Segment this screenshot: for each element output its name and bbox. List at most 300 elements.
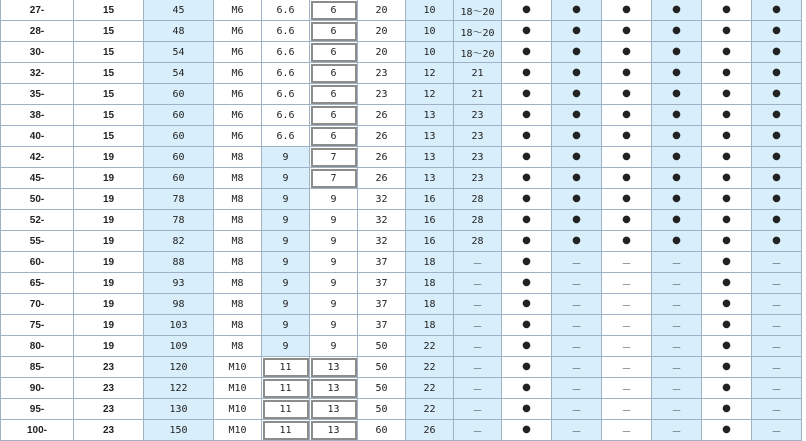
availability-mark: － xyxy=(652,336,702,357)
availability-mark: ● xyxy=(602,168,652,189)
availability-mark: － xyxy=(552,294,602,315)
dimension-cell: 23 xyxy=(358,63,406,84)
availability-mark: ● xyxy=(602,42,652,63)
table-row xyxy=(1,84,802,105)
dimension-cell: 60 xyxy=(144,168,214,189)
availability-mark: ● xyxy=(652,105,702,126)
dimension-cell: 60 xyxy=(144,126,214,147)
availability-mark: － xyxy=(652,378,702,399)
size-cell: 15 xyxy=(74,105,144,126)
availability-mark: ● xyxy=(702,63,752,84)
dimension-cell: 7 xyxy=(310,168,358,189)
dimension-cell: 9 xyxy=(262,210,310,231)
dimension-cell: 37 xyxy=(358,252,406,273)
availability-mark: ● xyxy=(702,147,752,168)
dimension-cell: 13 xyxy=(406,126,454,147)
dimension-cell: 18～20 xyxy=(454,0,502,21)
dimension-cell: 9 xyxy=(310,336,358,357)
availability-mark: ● xyxy=(602,147,652,168)
availability-mark: － xyxy=(552,378,602,399)
dimension-cell: M8 xyxy=(214,189,262,210)
size-cell: 19 xyxy=(74,294,144,315)
dimension-cell: 122 xyxy=(144,378,214,399)
availability-mark: ● xyxy=(652,147,702,168)
dimension-cell: 20 xyxy=(358,0,406,21)
dimension-cell: M8 xyxy=(214,336,262,357)
dimension-cell: M8 xyxy=(214,210,262,231)
dimension-cell: 22 xyxy=(406,336,454,357)
dimension-cell: M8 xyxy=(214,252,262,273)
availability-mark: － xyxy=(652,420,702,441)
size-cell: 19 xyxy=(74,231,144,252)
dimension-cell: 37 xyxy=(358,273,406,294)
availability-mark: ● xyxy=(502,63,552,84)
dimension-cell: 37 xyxy=(358,294,406,315)
availability-mark: ● xyxy=(502,126,552,147)
dimension-cell: 50 xyxy=(358,336,406,357)
availability-mark: ● xyxy=(652,21,702,42)
availability-mark: ● xyxy=(752,84,802,105)
dimension-cell: 13 xyxy=(310,420,358,441)
availability-mark: ● xyxy=(652,0,702,21)
table-row xyxy=(1,210,802,231)
availability-mark: － xyxy=(652,357,702,378)
model-number-cell: 90- xyxy=(1,378,74,399)
dimension-cell: 103 xyxy=(144,315,214,336)
dimension-cell: 60 xyxy=(144,84,214,105)
model-number-cell: 55- xyxy=(1,231,74,252)
dimension-cell: M6 xyxy=(214,105,262,126)
model-number-cell: 85- xyxy=(1,357,74,378)
size-cell: 15 xyxy=(74,63,144,84)
dimension-cell: 60 xyxy=(144,105,214,126)
model-number-cell: 100- xyxy=(1,420,74,441)
table-row xyxy=(1,273,802,294)
table-row xyxy=(1,420,802,441)
availability-mark: ● xyxy=(502,105,552,126)
dimension-cell: 28 xyxy=(454,231,502,252)
model-number-cell: 32- xyxy=(1,63,74,84)
dimension-cell: 22 xyxy=(406,399,454,420)
dimension-cell: 82 xyxy=(144,231,214,252)
availability-mark: ● xyxy=(752,126,802,147)
dimension-cell: 9 xyxy=(310,252,358,273)
dimension-cell: M8 xyxy=(214,168,262,189)
dimension-cell: 26 xyxy=(358,105,406,126)
dimension-cell: M10 xyxy=(214,357,262,378)
dimension-cell: 9 xyxy=(262,252,310,273)
dimension-cell: － xyxy=(454,357,502,378)
dimension-cell: 9 xyxy=(262,189,310,210)
availability-mark: ● xyxy=(652,168,702,189)
dimension-cell: 26 xyxy=(358,147,406,168)
availability-mark: － xyxy=(602,252,652,273)
dimension-cell: 48 xyxy=(144,21,214,42)
availability-mark: ● xyxy=(752,231,802,252)
table-row xyxy=(1,315,802,336)
dimension-cell: 18～20 xyxy=(454,21,502,42)
availability-mark: ● xyxy=(602,189,652,210)
dimension-cell: 13 xyxy=(406,105,454,126)
dimension-cell: 45 xyxy=(144,0,214,21)
table-row xyxy=(1,42,802,63)
availability-mark: ● xyxy=(752,63,802,84)
availability-mark: ● xyxy=(652,189,702,210)
availability-mark: ● xyxy=(552,84,602,105)
dimension-cell: M10 xyxy=(214,420,262,441)
availability-mark: ● xyxy=(652,42,702,63)
size-cell: 15 xyxy=(74,126,144,147)
dimension-cell: 9 xyxy=(310,189,358,210)
table-row xyxy=(1,378,802,399)
availability-mark: ● xyxy=(602,63,652,84)
table-row xyxy=(1,189,802,210)
dimension-cell: 50 xyxy=(358,378,406,399)
availability-mark: － xyxy=(552,273,602,294)
availability-mark: ● xyxy=(502,336,552,357)
dimension-cell: 9 xyxy=(262,315,310,336)
table-row xyxy=(1,126,802,147)
dimension-cell: 9 xyxy=(262,231,310,252)
model-number-cell: 38- xyxy=(1,105,74,126)
availability-mark: ● xyxy=(502,378,552,399)
availability-mark: ● xyxy=(502,168,552,189)
availability-mark: － xyxy=(752,378,802,399)
availability-mark: ● xyxy=(552,231,602,252)
availability-mark: ● xyxy=(552,105,602,126)
dimension-cell: 13 xyxy=(406,147,454,168)
dimension-cell: 9 xyxy=(310,294,358,315)
dimension-cell: 18 xyxy=(406,294,454,315)
model-number-cell: 52- xyxy=(1,210,74,231)
size-cell: 19 xyxy=(74,147,144,168)
dimension-cell: 120 xyxy=(144,357,214,378)
dimension-cell: 16 xyxy=(406,210,454,231)
availability-mark: ● xyxy=(702,378,752,399)
availability-mark: ● xyxy=(752,0,802,21)
dimension-cell: 20 xyxy=(358,21,406,42)
size-cell: 19 xyxy=(74,252,144,273)
availability-mark: － xyxy=(602,399,652,420)
availability-mark: － xyxy=(552,420,602,441)
dimension-cell: M8 xyxy=(214,294,262,315)
dimension-cell: 37 xyxy=(358,315,406,336)
dimension-cell: 78 xyxy=(144,210,214,231)
availability-mark: ● xyxy=(502,357,552,378)
dimension-cell: 6.6 xyxy=(262,42,310,63)
dimension-cell: 18～20 xyxy=(454,42,502,63)
dimension-cell: 9 xyxy=(262,336,310,357)
availability-mark: ● xyxy=(502,420,552,441)
table-row xyxy=(1,0,802,21)
table-row xyxy=(1,399,802,420)
dimension-cell: 23 xyxy=(358,84,406,105)
dimension-cell: 9 xyxy=(262,294,310,315)
dimension-cell: 22 xyxy=(406,378,454,399)
availability-mark: － xyxy=(652,315,702,336)
dimension-cell: 98 xyxy=(144,294,214,315)
availability-mark: ● xyxy=(752,21,802,42)
dimension-cell: 26 xyxy=(358,126,406,147)
model-number-cell: 42- xyxy=(1,147,74,168)
dimension-cell: M6 xyxy=(214,0,262,21)
availability-mark: ● xyxy=(702,273,752,294)
dimension-cell: 10 xyxy=(406,21,454,42)
dimension-cell: M6 xyxy=(214,42,262,63)
availability-mark: ● xyxy=(752,189,802,210)
dimension-cell: 28 xyxy=(454,210,502,231)
dimension-cell: 13 xyxy=(406,168,454,189)
dimension-cell: 28 xyxy=(454,189,502,210)
availability-mark: ● xyxy=(552,147,602,168)
dimension-cell: M10 xyxy=(214,378,262,399)
availability-mark: － xyxy=(602,420,652,441)
dimension-cell: 26 xyxy=(406,420,454,441)
dimension-cell: 12 xyxy=(406,84,454,105)
availability-mark: ● xyxy=(502,42,552,63)
availability-mark: － xyxy=(552,336,602,357)
availability-mark: ● xyxy=(752,210,802,231)
availability-mark: ● xyxy=(652,126,702,147)
size-cell: 23 xyxy=(74,420,144,441)
availability-mark: ● xyxy=(702,210,752,231)
availability-mark: － xyxy=(602,315,652,336)
dimension-cell: 32 xyxy=(358,210,406,231)
model-number-cell: 75- xyxy=(1,315,74,336)
availability-mark: － xyxy=(652,273,702,294)
availability-mark: ● xyxy=(502,315,552,336)
availability-mark: ● xyxy=(502,252,552,273)
availability-mark: － xyxy=(552,252,602,273)
availability-mark: ● xyxy=(702,168,752,189)
dimension-cell: 13 xyxy=(310,399,358,420)
availability-mark: － xyxy=(552,399,602,420)
dimension-cell: 6 xyxy=(310,42,358,63)
availability-mark: － xyxy=(602,273,652,294)
table-row xyxy=(1,252,802,273)
dimension-cell: 6 xyxy=(310,105,358,126)
availability-mark: ● xyxy=(752,42,802,63)
dimension-cell: 60 xyxy=(144,147,214,168)
availability-mark: ● xyxy=(602,105,652,126)
availability-mark: ● xyxy=(502,210,552,231)
availability-mark: － xyxy=(602,378,652,399)
dimension-cell: 109 xyxy=(144,336,214,357)
availability-mark: ● xyxy=(602,0,652,21)
availability-mark: ● xyxy=(602,126,652,147)
dimension-cell: 93 xyxy=(144,273,214,294)
availability-mark: ● xyxy=(602,84,652,105)
model-number-cell: 30- xyxy=(1,42,74,63)
availability-mark: ● xyxy=(552,42,602,63)
availability-mark: ● xyxy=(702,231,752,252)
dimension-cell: 6.6 xyxy=(262,21,310,42)
dimension-cell: 26 xyxy=(358,168,406,189)
availability-mark: ● xyxy=(702,0,752,21)
table-row xyxy=(1,105,802,126)
availability-mark: － xyxy=(652,252,702,273)
model-number-cell: 60- xyxy=(1,252,74,273)
size-cell: 15 xyxy=(74,84,144,105)
availability-mark: ● xyxy=(702,357,752,378)
size-cell: 15 xyxy=(74,42,144,63)
dimension-cell: 54 xyxy=(144,63,214,84)
dimension-cell: － xyxy=(454,420,502,441)
availability-mark: － xyxy=(752,294,802,315)
table-row xyxy=(1,168,802,189)
model-number-cell: 95- xyxy=(1,399,74,420)
availability-mark: ● xyxy=(652,210,702,231)
table-row xyxy=(1,231,802,252)
dimension-cell: 6 xyxy=(310,63,358,84)
dimension-cell: 23 xyxy=(454,168,502,189)
table-row xyxy=(1,21,802,42)
dimension-cell: 11 xyxy=(262,378,310,399)
availability-mark: － xyxy=(752,315,802,336)
dimension-cell: 20 xyxy=(358,42,406,63)
availability-mark: － xyxy=(752,357,802,378)
dimension-cell: M6 xyxy=(214,84,262,105)
dimension-cell: － xyxy=(454,399,502,420)
dimension-cell: 9 xyxy=(310,315,358,336)
table-row xyxy=(1,336,802,357)
availability-mark: ● xyxy=(702,84,752,105)
availability-mark: ● xyxy=(602,21,652,42)
dimension-cell: 32 xyxy=(358,189,406,210)
dimension-cell: 50 xyxy=(358,399,406,420)
dimension-cell: M10 xyxy=(214,399,262,420)
availability-mark: ● xyxy=(552,168,602,189)
dimension-cell: － xyxy=(454,252,502,273)
availability-mark: ● xyxy=(702,399,752,420)
dimension-cell: 22 xyxy=(406,357,454,378)
dimension-cell: 6 xyxy=(310,126,358,147)
dimension-cell: M8 xyxy=(214,315,262,336)
dimension-cell: 54 xyxy=(144,42,214,63)
size-cell: 23 xyxy=(74,378,144,399)
model-number-cell: 50- xyxy=(1,189,74,210)
availability-mark: ● xyxy=(502,0,552,21)
availability-mark: － xyxy=(602,294,652,315)
dimension-cell: 10 xyxy=(406,0,454,21)
dimension-cell: 13 xyxy=(310,357,358,378)
dimension-cell: 6 xyxy=(310,0,358,21)
dimension-cell: 6.6 xyxy=(262,63,310,84)
size-cell: 19 xyxy=(74,315,144,336)
availability-mark: － xyxy=(752,420,802,441)
availability-mark: ● xyxy=(502,147,552,168)
dimension-cell: M8 xyxy=(214,231,262,252)
dimension-cell: 50 xyxy=(358,357,406,378)
dimension-cell: M6 xyxy=(214,63,262,84)
availability-mark: ● xyxy=(702,126,752,147)
availability-mark: ● xyxy=(552,21,602,42)
dimension-cell: 9 xyxy=(310,231,358,252)
dimension-cell: 6 xyxy=(310,84,358,105)
dimension-cell: 13 xyxy=(310,378,358,399)
model-number-cell: 40- xyxy=(1,126,74,147)
dimension-cell: 18 xyxy=(406,315,454,336)
availability-mark: － xyxy=(652,399,702,420)
availability-mark: ● xyxy=(652,84,702,105)
dimension-cell: 23 xyxy=(454,147,502,168)
dimension-cell: 21 xyxy=(454,63,502,84)
dimension-cell: 18 xyxy=(406,273,454,294)
availability-mark: ● xyxy=(552,210,602,231)
availability-mark: ● xyxy=(502,273,552,294)
availability-mark: ● xyxy=(702,252,752,273)
model-number-cell: 70- xyxy=(1,294,74,315)
availability-mark: ● xyxy=(702,42,752,63)
dimension-cell: － xyxy=(454,294,502,315)
availability-mark: ● xyxy=(752,147,802,168)
availability-mark: ● xyxy=(552,0,602,21)
availability-mark: － xyxy=(752,252,802,273)
availability-mark: ● xyxy=(702,294,752,315)
availability-mark: ● xyxy=(502,189,552,210)
dimension-cell: 23 xyxy=(454,126,502,147)
dimension-cell: 6.6 xyxy=(262,0,310,21)
dimension-cell: 11 xyxy=(262,420,310,441)
dimension-cell: 11 xyxy=(262,357,310,378)
dimension-cell: 32 xyxy=(358,231,406,252)
dimension-cell: － xyxy=(454,378,502,399)
dimension-cell: M8 xyxy=(214,273,262,294)
availability-mark: ● xyxy=(602,210,652,231)
availability-mark: － xyxy=(752,336,802,357)
dimension-cell: 6.6 xyxy=(262,105,310,126)
availability-mark: － xyxy=(602,336,652,357)
dimension-cell: 9 xyxy=(262,273,310,294)
size-cell: 15 xyxy=(74,21,144,42)
availability-mark: ● xyxy=(702,315,752,336)
model-number-cell: 65- xyxy=(1,273,74,294)
model-number-cell: 35- xyxy=(1,84,74,105)
dimension-cell: 18 xyxy=(406,252,454,273)
size-cell: 19 xyxy=(74,273,144,294)
model-number-cell: 45- xyxy=(1,168,74,189)
size-cell: 19 xyxy=(74,210,144,231)
dimension-cell: － xyxy=(454,336,502,357)
availability-mark: ● xyxy=(652,63,702,84)
availability-mark: ● xyxy=(702,105,752,126)
table-row xyxy=(1,63,802,84)
dimension-cell: M8 xyxy=(214,147,262,168)
availability-mark: ● xyxy=(502,84,552,105)
model-number-cell: 80- xyxy=(1,336,74,357)
dimension-cell: 130 xyxy=(144,399,214,420)
dimension-cell: 6.6 xyxy=(262,126,310,147)
availability-mark: － xyxy=(552,357,602,378)
availability-mark: ● xyxy=(702,189,752,210)
availability-mark: ● xyxy=(702,420,752,441)
availability-mark: ● xyxy=(502,231,552,252)
dimension-cell: － xyxy=(454,273,502,294)
table-row xyxy=(1,294,802,315)
dimension-cell: 60 xyxy=(358,420,406,441)
dimension-cell: 16 xyxy=(406,231,454,252)
dimension-cell: 16 xyxy=(406,189,454,210)
dimension-cell: 23 xyxy=(454,105,502,126)
availability-mark: ● xyxy=(502,399,552,420)
availability-mark: ● xyxy=(752,168,802,189)
availability-mark: － xyxy=(552,315,602,336)
dimension-cell: M6 xyxy=(214,21,262,42)
dimension-cell: 6.6 xyxy=(262,84,310,105)
size-cell: 15 xyxy=(74,0,144,21)
size-cell: 23 xyxy=(74,357,144,378)
size-cell: 19 xyxy=(74,336,144,357)
